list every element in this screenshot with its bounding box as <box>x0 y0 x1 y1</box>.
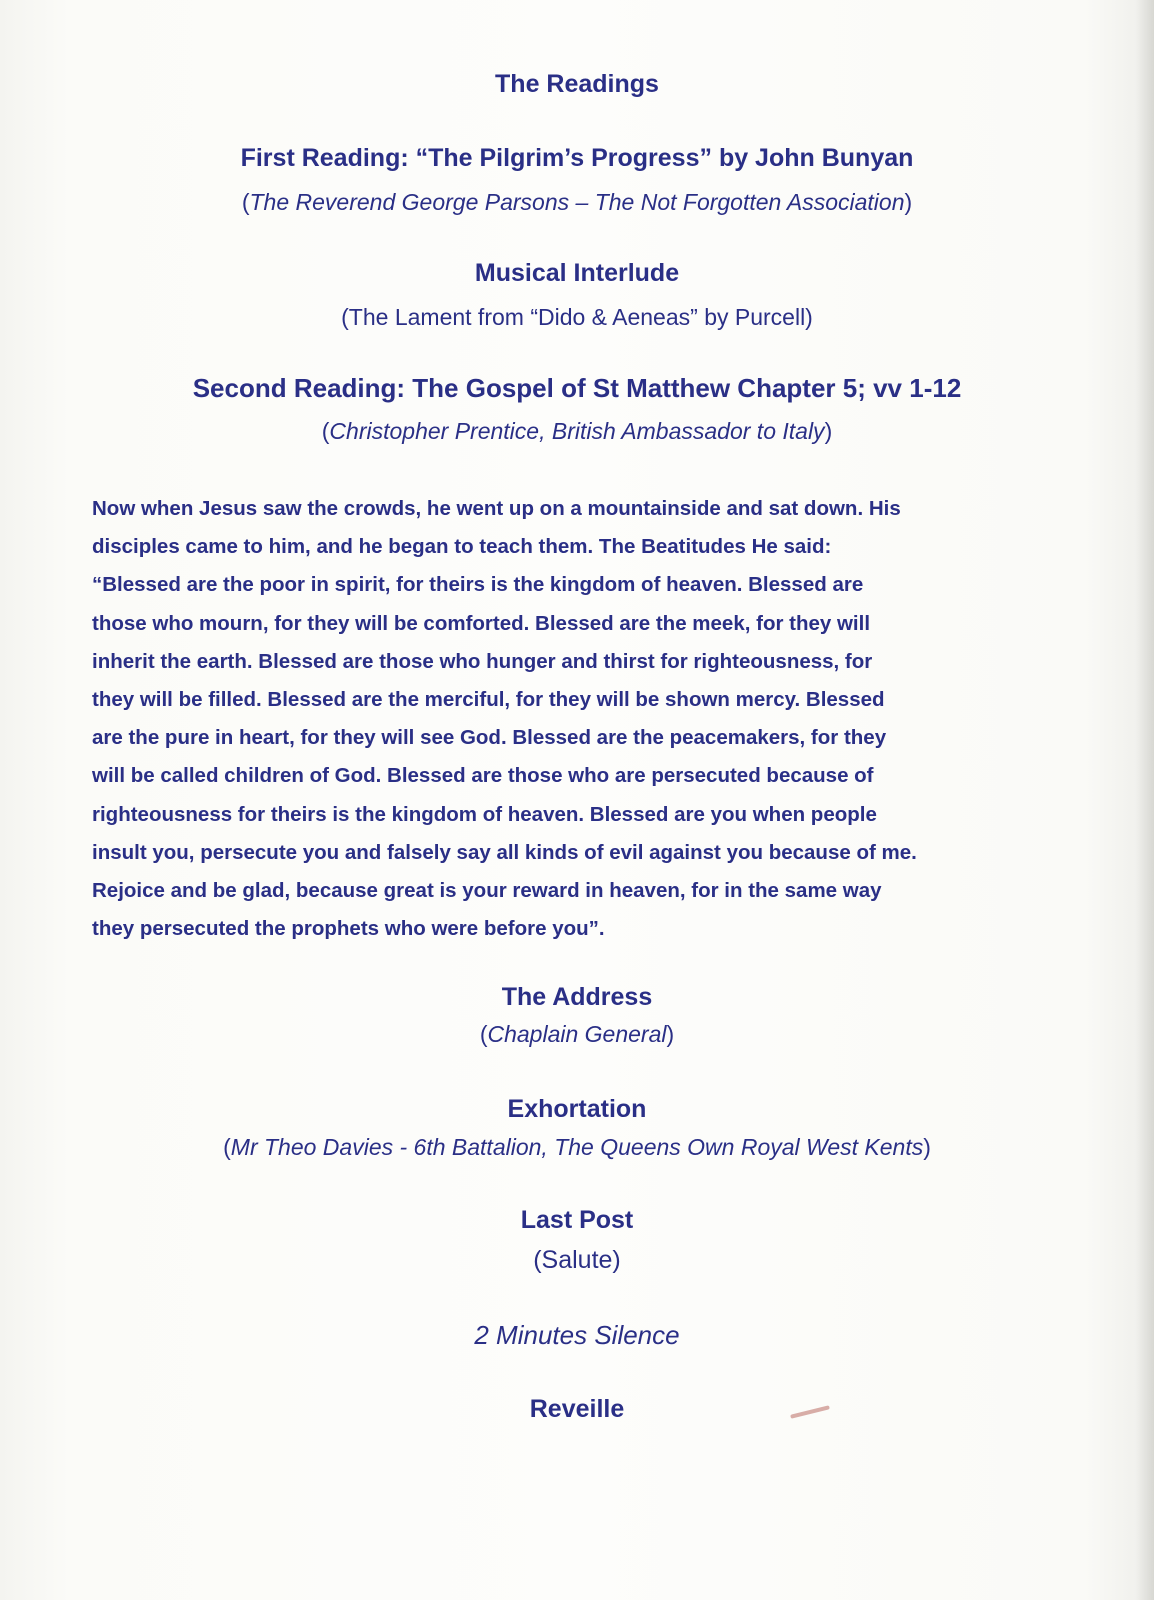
gospel-text <box>92 490 1012 948</box>
musical-interlude-heading: Musical Interlude <box>474 259 680 287</box>
reveille-heading: Reveille <box>529 1395 625 1423</box>
gospel-line: are the pure in heart, for they will see God. Blessed are the peacemakers, for they <box>92 726 887 750</box>
second-reading-reader: (Christopher Prentice, British Ambassador to Italy) <box>321 418 833 444</box>
musical-interlude-piece: (The Lament from “Dido & Aeneas” by Purcell) <box>341 304 813 330</box>
section-title: The Readings <box>495 70 659 98</box>
gospel-line: righteousness for theirs is the kingdom of heaven. Blessed are you when people <box>92 802 877 826</box>
first-reading-reader: (The Reverend George Parsons – The Not Forgotten Association) <box>241 189 913 215</box>
exhortation-heading: Exhortation <box>507 1095 647 1123</box>
second-reading-heading: Second Reading: The Gospel of St Matthew Chapter 5; vv 1-12 <box>192 373 962 403</box>
gospel-line: they persecuted the prophets who were before you”. <box>92 917 605 941</box>
gospel-line: Rejoice and be glad, because great is your reward in heaven, for in the same way <box>92 878 882 902</box>
first-reading-heading: First Reading: “The Pilgrim’s Progress” by John Bunyan <box>240 144 914 172</box>
address-reader: (Chaplain General) <box>479 1021 675 1047</box>
gospel-line: they will be filled. Blessed are the merciful, for they will be shown mercy. Blessed <box>92 687 885 711</box>
gospel-line: Now when Jesus saw the crowds, he went up on a mountainside and sat down. His <box>92 497 901 520</box>
gospel-line: disciples came to him, and he began to teach them. The Beatitudes He said: <box>92 535 832 559</box>
last-post-note: (Salute) <box>533 1246 621 1274</box>
gospel-line: insult you, persecute you and falsely say all kinds of evil against you because of me. <box>92 840 917 864</box>
paper-edge <box>1136 0 1154 1600</box>
address-heading: The Address <box>501 983 653 1011</box>
exhortation-reader: (Mr Theo Davies - 6th Battalion, The Queens Own Royal West Kents) <box>223 1134 931 1160</box>
gospel-line: will be called children of God. Blessed are those who are persecuted because of <box>92 764 874 788</box>
last-post-heading: Last Post <box>520 1206 634 1234</box>
gospel-line: those who mourn, for they will be comforted. Blessed are the meek, for they will <box>92 611 871 635</box>
gospel-line: “Blessed are the poor in spirit, for theirs is the kingdom of heaven. Blessed are <box>92 573 864 597</box>
gospel-line: inherit the earth. Blessed are those who hunger and thirst for righteousness, for <box>92 649 873 673</box>
two-minutes-silence: 2 Minutes Silence <box>474 1320 680 1350</box>
